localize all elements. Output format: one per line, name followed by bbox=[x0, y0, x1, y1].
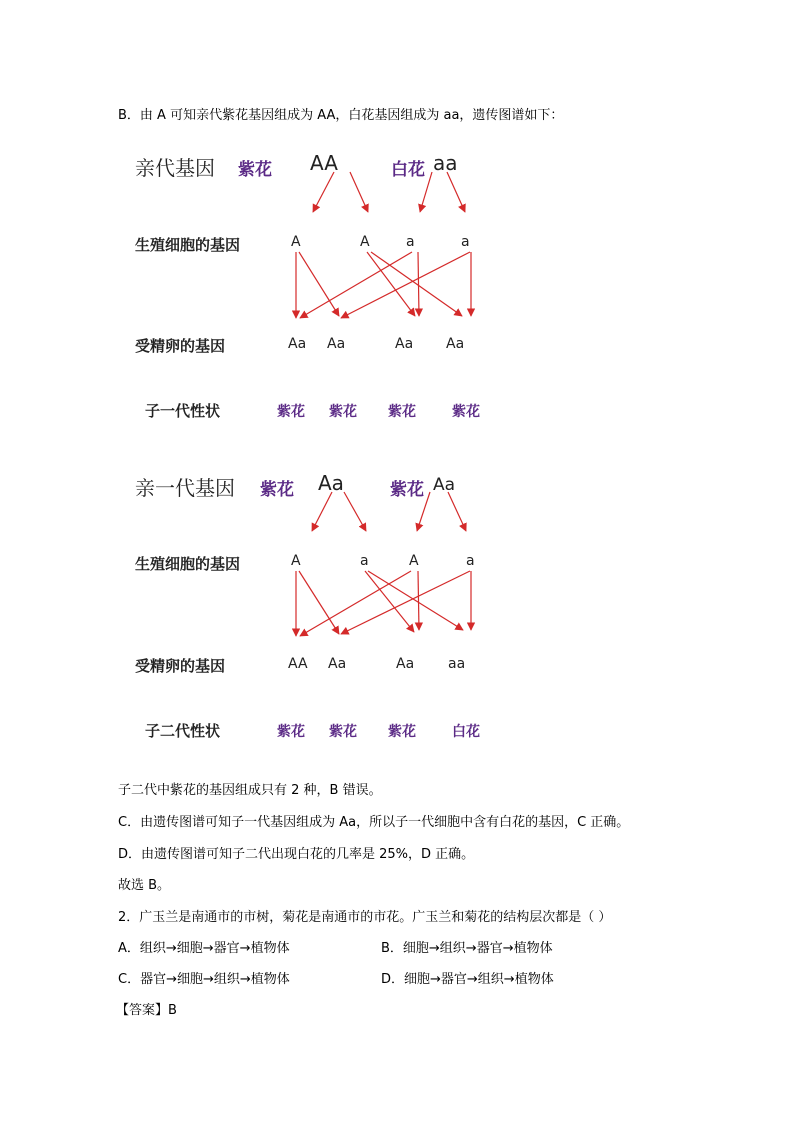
arrow bbox=[447, 172, 465, 212]
zygote: Aa bbox=[396, 656, 415, 672]
arrow bbox=[368, 571, 463, 630]
gamete: a bbox=[360, 553, 369, 569]
paragraph: 子二代中紫花的基因组成只有 2 种，B 错误。 bbox=[118, 783, 382, 798]
option-b: B．细胞→组织→器官→植物体 bbox=[381, 941, 553, 956]
arrow bbox=[300, 252, 412, 318]
option-d: D．细胞→器官→组织→植物体 bbox=[381, 972, 554, 987]
arrow bbox=[344, 492, 366, 531]
offspring-trait: 紫花 bbox=[388, 404, 416, 420]
paragraph: C．由遗传图谱可知子一代基因组成为 Aa，所以子一代细胞中含有白花的基因，C 正确。 bbox=[118, 815, 630, 830]
parent1-trait: 紫花 bbox=[238, 160, 272, 180]
arrow bbox=[417, 492, 430, 531]
arrow bbox=[341, 571, 470, 634]
zygote: Aa bbox=[328, 656, 347, 672]
gamete: A bbox=[409, 553, 419, 569]
gamete: A bbox=[291, 553, 301, 569]
offspring-trait: 白花 bbox=[452, 724, 480, 740]
gamete: a bbox=[466, 553, 475, 569]
trait-label: 子二代性状 bbox=[145, 722, 221, 740]
parent1-gene: AA bbox=[310, 151, 338, 175]
parent2-gene: Aa bbox=[433, 475, 456, 495]
zygote: AA bbox=[288, 656, 308, 672]
gamete-label: 生殖细胞的基因 bbox=[135, 236, 241, 254]
answer: 【答案】B bbox=[116, 1003, 177, 1018]
option-c: C．器官→细胞→组织→植物体 bbox=[118, 972, 290, 987]
offspring-trait: 紫花 bbox=[277, 404, 305, 420]
arrow bbox=[420, 172, 432, 212]
zygote: Aa bbox=[446, 336, 465, 352]
offspring-trait: 紫花 bbox=[452, 404, 480, 420]
parent-gene-label: 亲一代基因 bbox=[135, 476, 235, 500]
gamete-label: 生殖细胞的基因 bbox=[135, 555, 241, 573]
arrow bbox=[300, 571, 411, 636]
zygote-label: 受精卵的基因 bbox=[135, 657, 226, 675]
offspring-trait: 紫花 bbox=[277, 724, 305, 740]
gamete: a bbox=[461, 234, 470, 250]
gamete: A bbox=[360, 234, 370, 250]
zygote: Aa bbox=[395, 336, 414, 352]
gamete: a bbox=[406, 234, 415, 250]
arrow bbox=[448, 492, 466, 531]
arrow bbox=[418, 571, 419, 630]
parent2-trait: 白花 bbox=[391, 160, 425, 180]
zygote-label: 受精卵的基因 bbox=[135, 337, 226, 355]
arrow bbox=[312, 492, 332, 531]
gamete: A bbox=[291, 234, 301, 250]
trait-label: 子一代性状 bbox=[145, 402, 221, 420]
parent2-gene: aa bbox=[433, 151, 458, 175]
paragraph: 故选 B。 bbox=[118, 878, 171, 893]
paragraph: D．由遗传图谱可知子二代出现白花的几率是 25%，D 正确。 bbox=[118, 847, 475, 862]
intro-text: B．由 A 可知亲代紫花基因组成为 AA，白花基因组成为 aa，遗传图谱如下： bbox=[118, 108, 564, 123]
parent1-trait: 紫花 bbox=[260, 480, 294, 500]
arrow bbox=[350, 172, 368, 212]
zygote: Aa bbox=[288, 336, 307, 352]
zygote: Aa bbox=[327, 336, 346, 352]
offspring-trait: 紫花 bbox=[329, 404, 357, 420]
arrow bbox=[371, 252, 462, 316]
offspring-trait: 紫花 bbox=[329, 724, 357, 740]
zygote: aa bbox=[448, 656, 466, 672]
option-a: A．组织→细胞→器官→植物体 bbox=[118, 941, 290, 956]
arrow bbox=[313, 172, 334, 212]
question-text: 2．广玉兰是南通市的市树，菊花是南通市的市花。广玉兰和菊花的结构层次都是（ ） bbox=[118, 910, 612, 925]
parent-gene-label: 亲代基因 bbox=[135, 156, 215, 180]
parent1-gene: Aa bbox=[318, 471, 344, 495]
offspring-trait: 紫花 bbox=[388, 724, 416, 740]
arrow bbox=[418, 252, 419, 316]
parent2-trait: 紫花 bbox=[390, 480, 424, 500]
